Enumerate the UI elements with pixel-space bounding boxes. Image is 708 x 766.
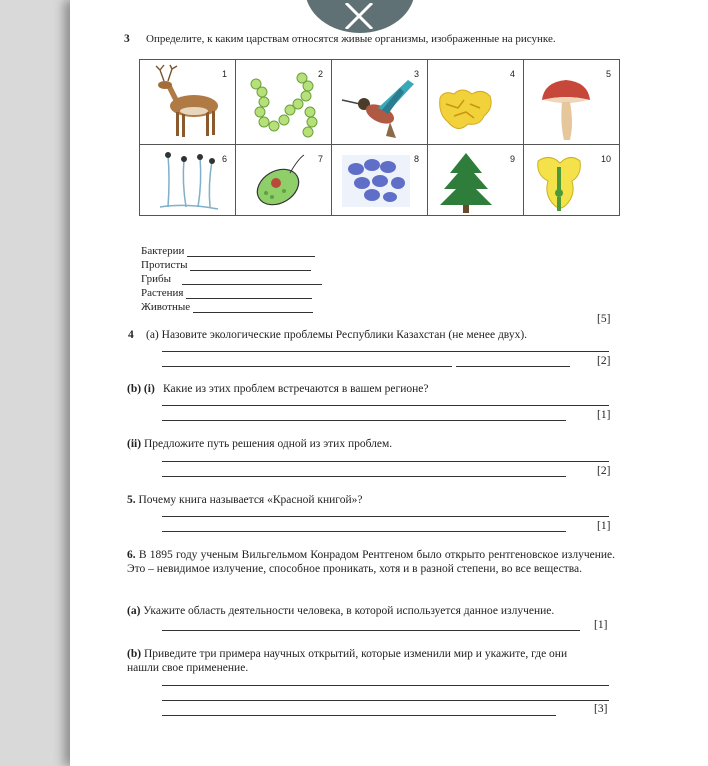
q6b-paragraph xyxy=(127,647,597,675)
kingdom-protists: Протисты xyxy=(141,259,311,271)
deer-icon xyxy=(146,64,231,144)
cell-7 xyxy=(236,145,332,216)
q4-number: 4 xyxy=(128,329,134,341)
q3-text: Определите, к каким царствам относятся живые организмы, изображенные на рисунке. xyxy=(146,33,556,45)
cell-10 xyxy=(524,145,620,216)
q4bi-text: Какие из этих проблем встречаются в вашем регионе? xyxy=(163,383,429,395)
q6-label: 6. xyxy=(127,549,136,561)
cell-number: 3 xyxy=(413,69,419,79)
slime-mold-icon xyxy=(434,64,519,144)
spruce-tree-icon xyxy=(434,149,519,215)
organisms-table xyxy=(139,59,620,216)
q3-number: 3 xyxy=(124,33,130,45)
cell-1 xyxy=(140,60,236,145)
q4a-mark: [2] xyxy=(597,355,611,367)
q6b-mark: [3] xyxy=(594,703,608,715)
q5-text-line xyxy=(127,493,363,507)
q6b-label: (b) xyxy=(127,648,142,660)
kingdom-plants: Растения xyxy=(141,287,312,299)
q6-paragraph xyxy=(127,548,615,576)
cell-8 xyxy=(332,145,428,216)
q4bi-label: (b) (i) xyxy=(127,383,155,395)
answer-line[interactable] xyxy=(162,531,566,532)
mold-fungus-icon xyxy=(146,149,231,215)
cell-number: 9 xyxy=(509,154,515,164)
q4bii-text: Предложите путь решения одной из этих проблем. xyxy=(143,438,393,450)
cell-number: 1 xyxy=(221,69,227,79)
answer-line[interactable] xyxy=(162,685,609,686)
answer-line[interactable] xyxy=(162,476,566,477)
answer-line[interactable] xyxy=(456,366,570,367)
q4bi-mark: [1] xyxy=(597,409,611,421)
mushroom-icon xyxy=(530,64,615,144)
cell-number: 4 xyxy=(509,69,515,79)
q6a-text-line xyxy=(127,604,554,618)
cell-number: 2 xyxy=(317,69,323,79)
answer-line[interactable] xyxy=(190,261,311,271)
answer-line[interactable] xyxy=(162,405,609,406)
close-icon xyxy=(338,3,382,29)
answer-line[interactable] xyxy=(186,289,312,299)
answer-line[interactable] xyxy=(162,516,609,517)
q4bii-label: (ii) xyxy=(127,438,142,450)
kingdom-bacteria: Бактерии xyxy=(141,245,315,257)
cell-number: 5 xyxy=(605,69,611,79)
answer-line[interactable] xyxy=(187,247,315,257)
kingdom-fungi: Грибы xyxy=(141,273,322,285)
algae-chain-icon xyxy=(242,64,327,144)
answer-line[interactable] xyxy=(162,366,452,367)
answer-line[interactable] xyxy=(162,420,566,421)
cell-number: 10 xyxy=(600,154,611,164)
q5-mark: [1] xyxy=(597,520,611,532)
answer-line[interactable] xyxy=(162,700,609,701)
kingdom-animals: Животные xyxy=(141,301,313,313)
euglena-icon xyxy=(242,149,327,215)
q6b-text: Приведите три примера научных открытий, которые изменили мир и укажите, где они нашли свое применение. xyxy=(127,648,568,674)
cell-4 xyxy=(428,60,524,145)
q5-text: Почему книга называется «Красной книгой»? xyxy=(138,494,363,506)
answer-line[interactable] xyxy=(162,351,609,352)
cell-3 xyxy=(332,60,428,145)
q6a-text: Укажите область деятельности человека, в которой используется данное излучение. xyxy=(143,605,555,617)
q3-mark: [5] xyxy=(597,313,611,325)
q6a-label: (a) xyxy=(127,605,141,617)
q4bii-mark: [2] xyxy=(597,465,611,477)
cell-5 xyxy=(524,60,620,145)
q4a-text: (a) Назовите экологические проблемы Республики Казахстан (не менее двух). xyxy=(146,329,528,341)
cell-9 xyxy=(428,145,524,216)
cell-number: 8 xyxy=(413,154,419,164)
answer-line[interactable] xyxy=(162,461,609,462)
answer-line[interactable] xyxy=(193,303,313,313)
cell-number: 6 xyxy=(221,154,227,164)
hummingbird-icon xyxy=(338,64,423,144)
yeast-icon xyxy=(338,149,423,215)
answer-line[interactable] xyxy=(162,630,580,631)
q6-text: В 1895 году ученым Вильгельмом Конрадом Рентгеном было открыто рентгеновское излучение. Это – невидимое излучение, способное проникать, хотя и в разной степени, во все вещества. xyxy=(127,549,616,575)
q6a-mark: [1] xyxy=(594,619,608,631)
answer-line[interactable] xyxy=(162,715,556,716)
answer-line[interactable] xyxy=(182,275,322,285)
cell-number: 7 xyxy=(317,154,323,164)
q5-label: 5. xyxy=(127,494,136,506)
cell-6 xyxy=(140,145,236,216)
cell-2 xyxy=(236,60,332,145)
q4bii-text-line xyxy=(127,437,392,451)
